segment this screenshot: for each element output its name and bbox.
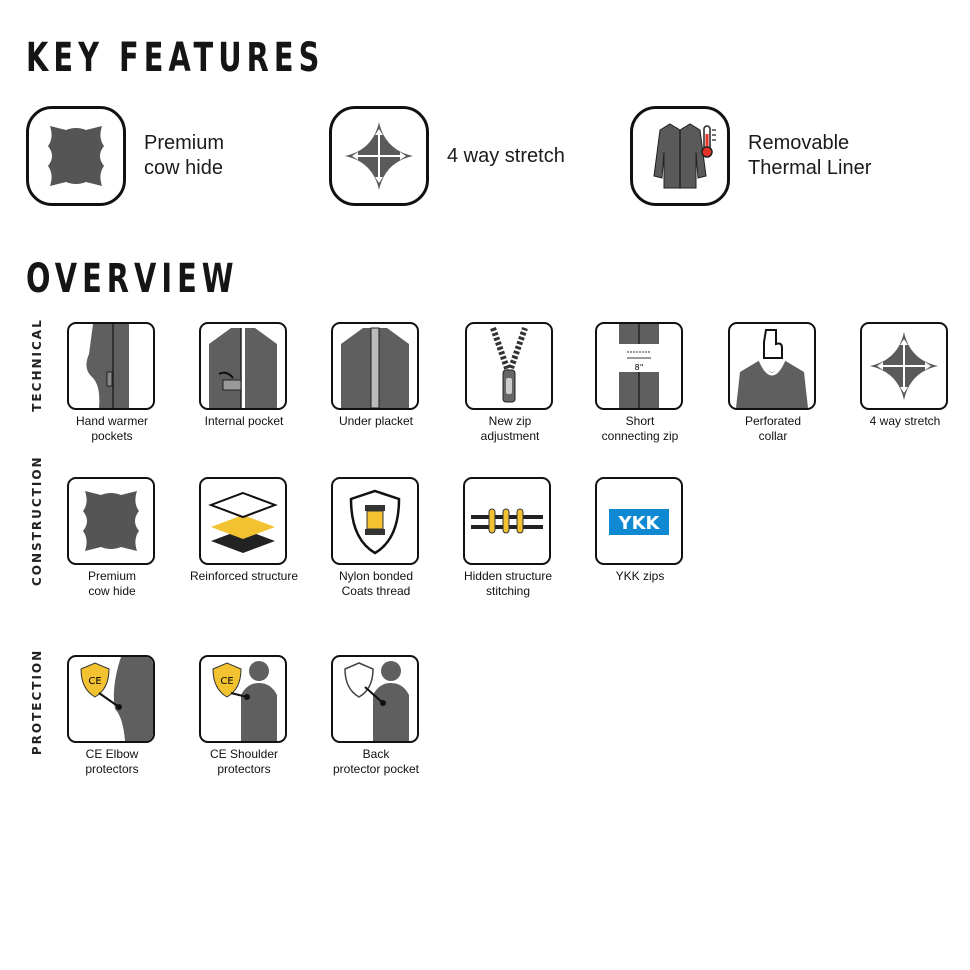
overview-item-label: Short connecting zip bbox=[601, 414, 679, 443]
thermal-liner-icon bbox=[630, 106, 730, 206]
overview-item-label: Nylon bonded Coats thread bbox=[338, 569, 414, 598]
ce-shoulder-protector-icon bbox=[199, 655, 287, 743]
key-features-heading: KEY FEATURES bbox=[26, 35, 325, 81]
overview-item-label: Back protector pocket bbox=[332, 747, 420, 776]
protection-section-label: PROTECTION bbox=[30, 648, 44, 756]
key-feature-label: Premium cow hide bbox=[144, 132, 225, 179]
key-feature-label: Removable Thermal Liner bbox=[748, 132, 872, 179]
overview-item-label: Hand warmer pockets bbox=[75, 414, 149, 443]
hand-warmer-pocket-icon bbox=[67, 322, 155, 410]
leather-hide-icon bbox=[67, 477, 155, 565]
overview-item-label: Perforated collar bbox=[744, 414, 802, 443]
stitching-icon bbox=[463, 477, 551, 565]
svg-text:8": 8" bbox=[634, 363, 644, 372]
overview-item-label: YKK zips bbox=[615, 569, 665, 583]
overview-item-label: New zip adjustment bbox=[480, 414, 540, 443]
overview-item-label: Under placket bbox=[338, 414, 414, 428]
perforated-collar-icon bbox=[728, 322, 816, 410]
overview-item-label: Internal pocket bbox=[204, 414, 284, 428]
ykk-logo-icon bbox=[595, 477, 683, 565]
leather-hide-icon bbox=[26, 106, 126, 206]
ce-elbow-protector-icon bbox=[67, 655, 155, 743]
overview-item-label: 4 way stretch bbox=[869, 414, 941, 428]
zip-icon bbox=[465, 322, 553, 410]
overview-heading: OVERVIEW bbox=[26, 256, 239, 302]
thread-spool-shield-icon bbox=[331, 477, 419, 565]
key-feature-stretch bbox=[329, 106, 629, 208]
key-feature-label: 4 way stretch bbox=[447, 144, 565, 167]
internal-pocket-icon bbox=[199, 322, 287, 410]
four-way-stretch-icon bbox=[860, 322, 948, 410]
back-protector-icon bbox=[331, 655, 419, 743]
key-feature-thermal-liner bbox=[630, 106, 930, 208]
svg-text:YKK: YKK bbox=[618, 513, 660, 534]
four-way-stretch-icon bbox=[329, 106, 429, 206]
connecting-zip-icon bbox=[595, 322, 683, 410]
overview-item-label: CE Shoulder protectors bbox=[209, 747, 279, 776]
overview-item-label: CE Elbow protectors bbox=[85, 747, 139, 776]
overview-item-label: Reinforced structure bbox=[189, 569, 299, 583]
construction-section-label: CONSTRUCTION bbox=[30, 455, 44, 586]
layers-icon bbox=[199, 477, 287, 565]
overview-item-label: Premium cow hide bbox=[87, 569, 136, 598]
svg-text:CE: CE bbox=[220, 676, 234, 687]
technical-section-label: TECHNICAL bbox=[30, 318, 44, 412]
svg-text:CE: CE bbox=[88, 676, 102, 687]
under-placket-icon bbox=[331, 322, 419, 410]
key-feature-cow-hide bbox=[26, 106, 326, 208]
overview-item-label: Hidden structure stitching bbox=[463, 569, 553, 598]
